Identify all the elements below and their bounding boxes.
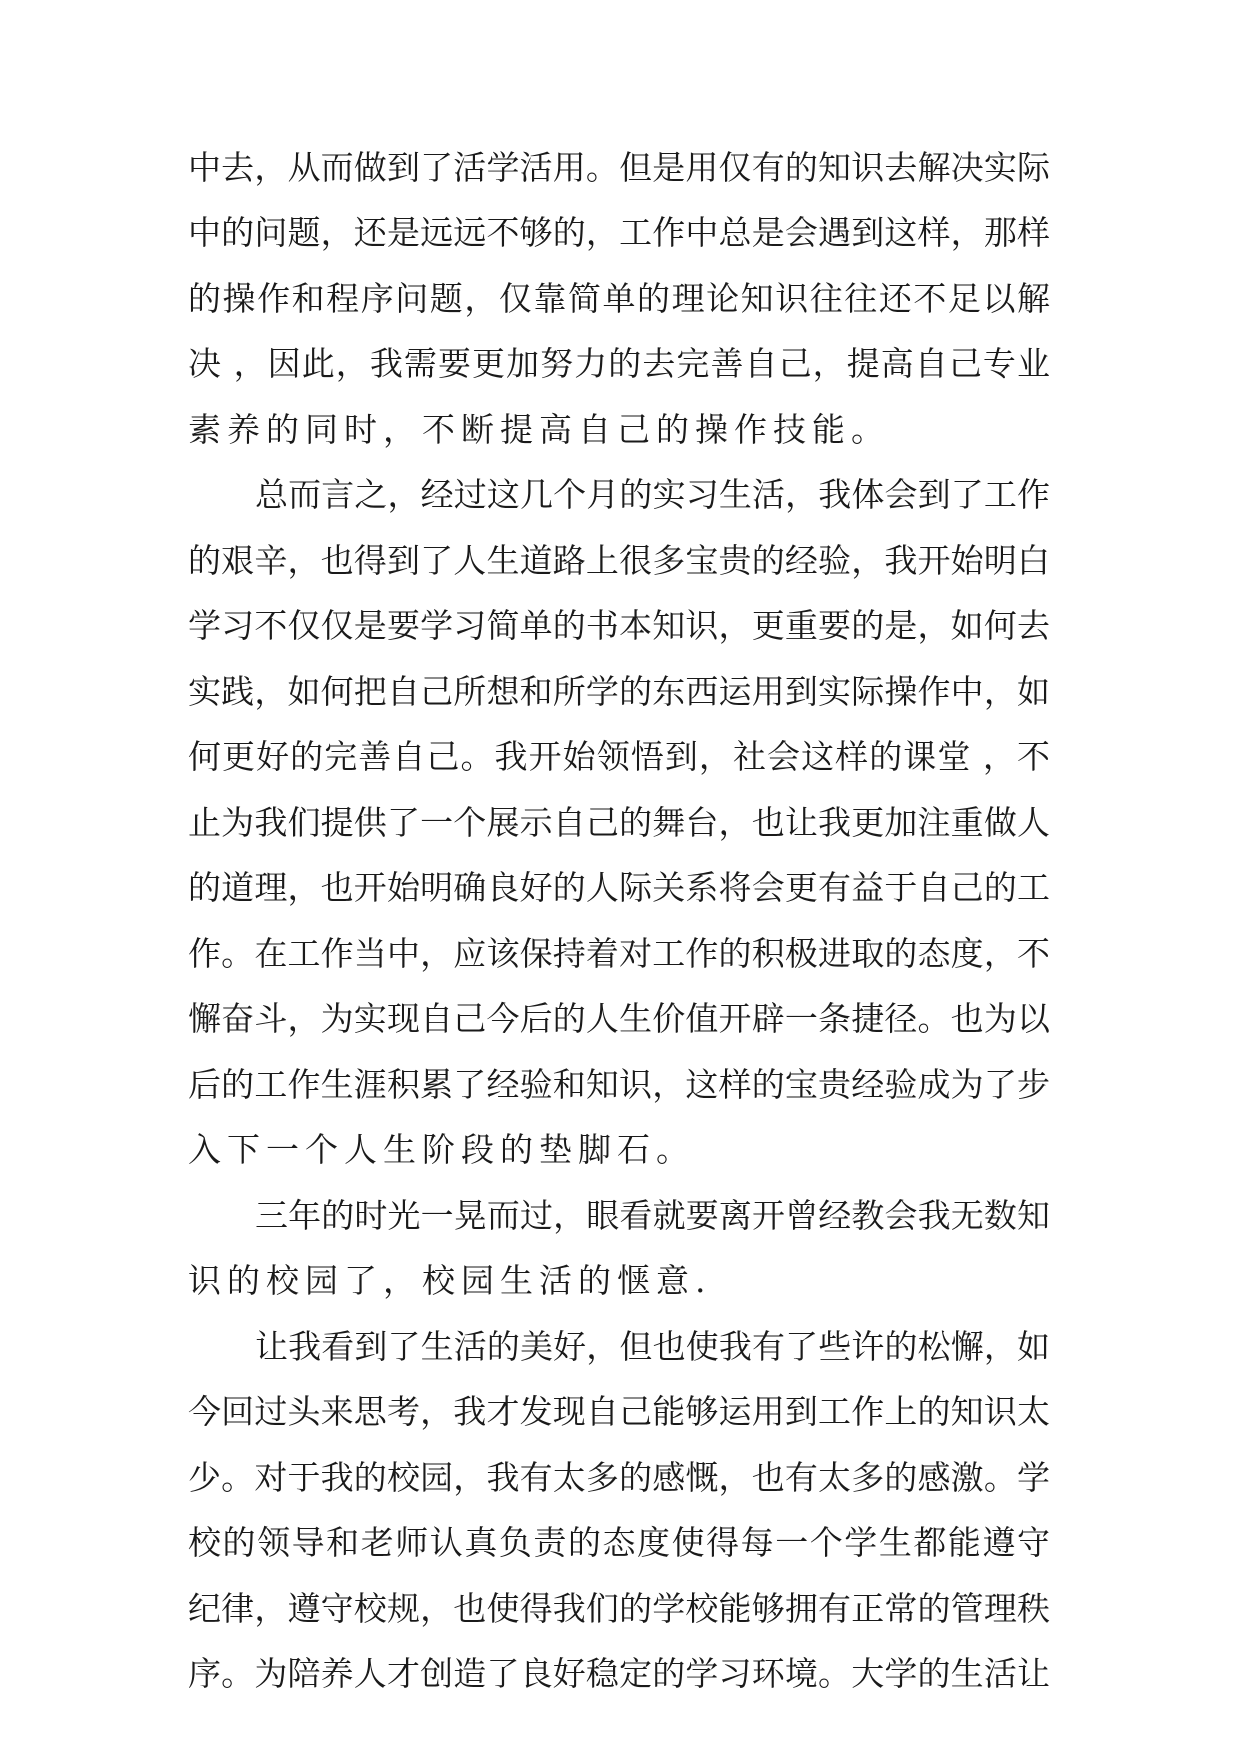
paragraph-first-line: 让我看到了生活的美好，但也使我有了些许的松懈，如 <box>255 1327 1050 1366</box>
text-line: 决 ，因此，我需要更加努力的去完善自己，提高自己专业 <box>188 344 1050 383</box>
text-line: 的操作和程序问题，仅靠简单的理论知识往往还不足以解 <box>188 279 1050 318</box>
paragraph-first-line: 三年的时光一晃而过，眼看就要离开曾经教会我无数知 <box>255 1196 1050 1235</box>
text-line: 后的工作生涯积累了经验和知识，这样的宝贵经验成为了步 <box>188 1065 1050 1104</box>
text-line: 少。对于我的校园，我有太多的感慨，也有太多的感激。学 <box>188 1458 1050 1497</box>
text-line: 校的领导和老师认真负责的态度使得每一个学生都能遵守 <box>188 1523 1050 1562</box>
paragraph-first-line: 总而言之，经过这几个月的实习生活，我体会到了工作 <box>255 475 1050 514</box>
text-line: 懈奋斗，为实现自己今后的人生价值开辟一条捷径。也为以 <box>188 999 1050 1038</box>
text-line: 的道理，也开始明确良好的人际关系将会更有益于自己的工 <box>188 868 1050 907</box>
text-line: 何更好的完善自己。我开始领悟到，社会这样的课堂 ，不 <box>188 737 1050 776</box>
text-line: 识的校园了，校园生活的惬意. <box>188 1261 712 1300</box>
text-line: 今回过头来思考，我才发现自己能够运用到工作上的知识太 <box>188 1392 1050 1431</box>
text-line: 序。为陪养人才创造了良好稳定的学习环境。大学的生活让 <box>188 1654 1050 1693</box>
text-line: 学习不仅仅是要学习简单的书本知识，更重要的是，如何去 <box>188 606 1050 645</box>
text-line: 实践，如何把自己所想和所学的东西运用到实际操作中，如 <box>188 672 1050 711</box>
text-line: 中去，从而做到了活学活用。但是用仅有的知识去解决实际 <box>188 148 1050 187</box>
text-line: 止为我们提供了一个展示自己的舞台，也让我更加注重做人 <box>188 803 1050 842</box>
text-line: 纪律，遵守校规，也使得我们的学校能够拥有正常的管理秩 <box>188 1589 1050 1628</box>
text-line: 入下一个人生阶段的垫脚石。 <box>188 1130 695 1169</box>
text-line: 作。在工作当中，应该保持着对工作的积极进取的态度，不 <box>188 934 1050 973</box>
text-line: 素养的同时，不断提高自己的操作技能。 <box>188 410 890 449</box>
text-line: 中的问题，还是远远不够的，工作中总是会遇到这样，那样 <box>188 213 1050 252</box>
text-line: 的艰辛，也得到了人生道路上很多宝贵的经验，我开始明白 <box>188 541 1050 580</box>
